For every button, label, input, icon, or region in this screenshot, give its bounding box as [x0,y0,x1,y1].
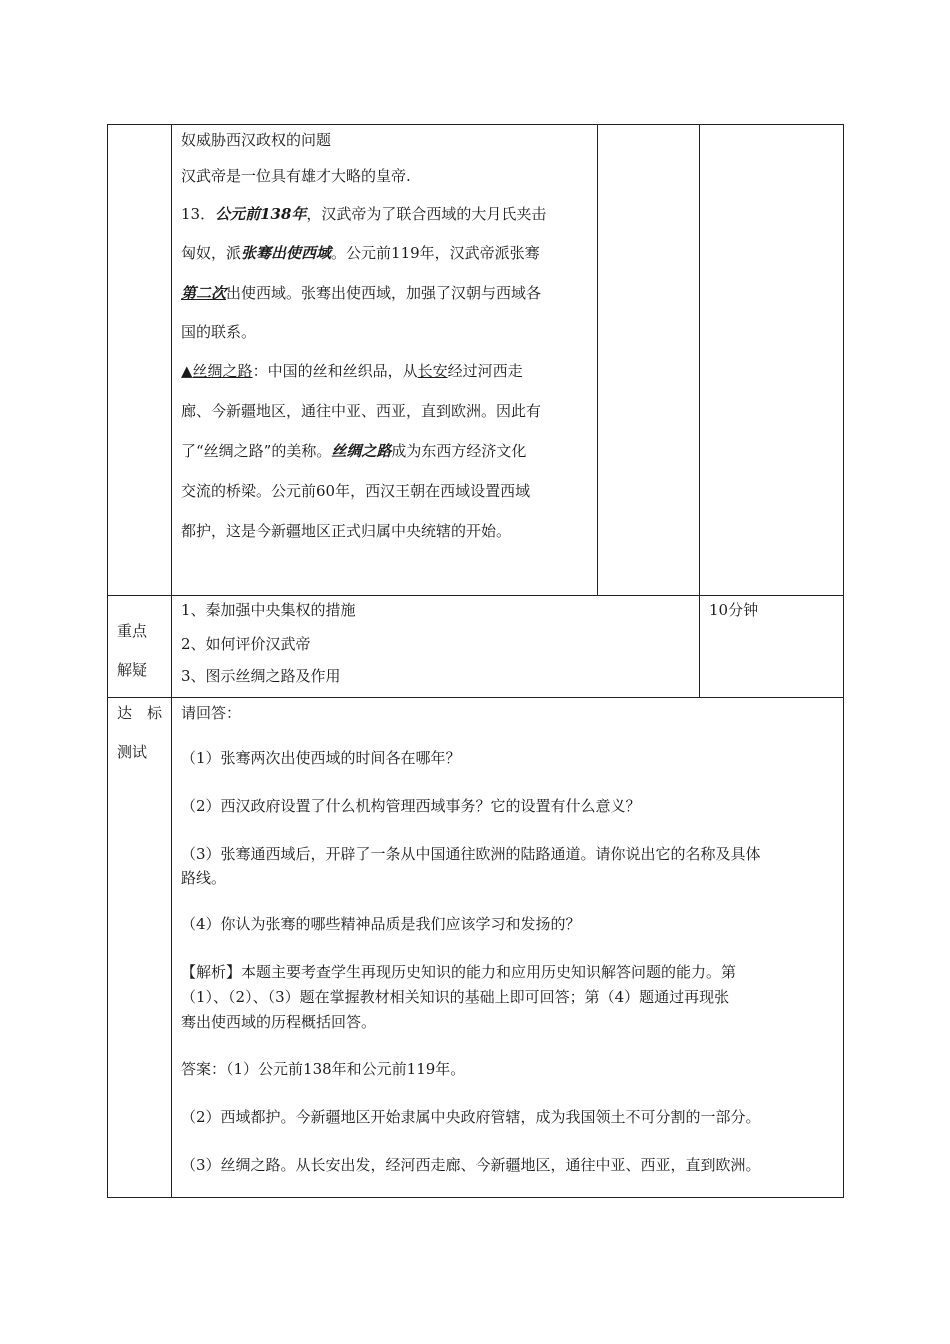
table-row-divider-2 [107,697,844,698]
paragraph-13-line-4: 国的联系。 [181,323,257,341]
body-text: 出使西域。张骞出使西域，加强了汉朝与西域各 [226,284,542,302]
analysis-line-1: 【解析】本题主要考查学生再现历史知识的能力和应用历史知识解答问题的能力。第 [181,963,737,981]
silk-road-line-4: 交流的桥梁。公元前60年，西汉王朝在西域设置西域 [181,482,531,500]
body-text: 。公元前119年，汉武帝派张骞 [331,244,540,262]
table-col-divider-1 [171,124,172,1198]
body-text: 匈奴，派 [181,244,242,262]
body-text: 了“丝绸之路”的美称。 [181,442,332,460]
table-col-divider-2 [597,124,598,596]
emphasis-text: 公元前138年 [215,205,307,223]
table-col-divider-3 [699,124,700,698]
row-label-test-2: 测试 [117,743,148,761]
question-4: （4）你认为张骞的哪些精神品质是我们应该学习和发扬的？ [181,915,581,933]
question-2 [181,796,641,816]
table-border-top [107,124,844,125]
body-text: ：中国的丝和丝织品，从 [252,362,418,380]
body-text: ，汉武帝为了联合西域的大月氏夹击 [306,205,547,223]
row-label-keypoints-1: 重点 [117,622,148,640]
answer-3: （3）丝绸之路。从长安出发，经河西走廊、今新疆地区，通往中亚、西亚，直到欧洲。 [181,1156,761,1174]
body-text: 经过河西走 [447,362,523,380]
silk-road-line-2: 廊、今新疆地区，通往中亚、西亚，直到欧洲。因此有 [181,402,542,420]
emphasis-text: 第二次 [181,284,227,302]
row-label-test-1: 达 标 [117,704,163,722]
question-1: （1）张骞两次出使西域的时间各在哪年？ [181,749,461,767]
paragraph-13-line-3 [181,283,541,303]
question-3-line-2: 路线。 [181,869,227,887]
analysis-line-3: 骞出使西域的历程概括回答。 [181,1013,377,1031]
content-line: 汉武帝是一位具有雄才大略的皇帝. [181,167,411,185]
analysis-line-2: （1）、（2）、（3）题在掌握教材相关知识的基础上即可回答；第（4）题通过再现张 [181,988,730,1006]
question-3-line-1: （3）张骞通西域后，开辟了一条从中国通往欧洲的陆路通道。请你说出它的名称及具体 [181,845,761,863]
row-label-keypoints-2: 解疑 [117,661,148,679]
triangle-icon: ▲ [181,362,193,380]
keypoint-time: 10分钟 [709,601,759,619]
content-line: 奴威胁西汉政权的问题 [181,131,332,149]
table-border-bottom [107,1197,844,1198]
underlined-term: 长安 [417,362,448,380]
underlined-term: 丝绸之路 [192,362,253,380]
keypoint-item: 3、图示丝绸之路及作用 [181,667,341,685]
table-row-divider-1 [107,595,844,596]
silk-road-line-3 [181,441,526,461]
paragraph-13-line-1 [181,204,546,224]
keypoint-item: 2、如何评价汉武帝 [181,635,311,653]
answer-1: 答案：（1）公元前138年和公元前119年。 [181,1060,466,1078]
paragraph-13-line-2 [181,243,540,263]
silk-road-line-1 [181,361,523,381]
table-border-right [843,124,844,1198]
question-2-text: （2）西汉政府设置了什么机构管理西域事务？它的设置有什么意义？ [181,797,641,815]
emphasis-text: 丝绸之路 [331,442,392,460]
item-number: 13． [181,205,216,223]
answer-2: （2）西域都护。今新疆地区开始隶属中央政府管辖，成为我国领土不可分割的一部分。 [181,1108,761,1126]
silk-road-line-5: 都护，这是今新疆地区正式归属中央统辖的开始。 [181,522,512,540]
body-text: 成为东西方经济文化 [391,442,527,460]
test-intro: 请回答： [181,704,242,722]
emphasis-text: 张骞出使西域 [241,244,332,262]
table-border-left [107,124,108,1198]
keypoint-item: 1、秦加强中央集权的措施 [181,601,356,619]
